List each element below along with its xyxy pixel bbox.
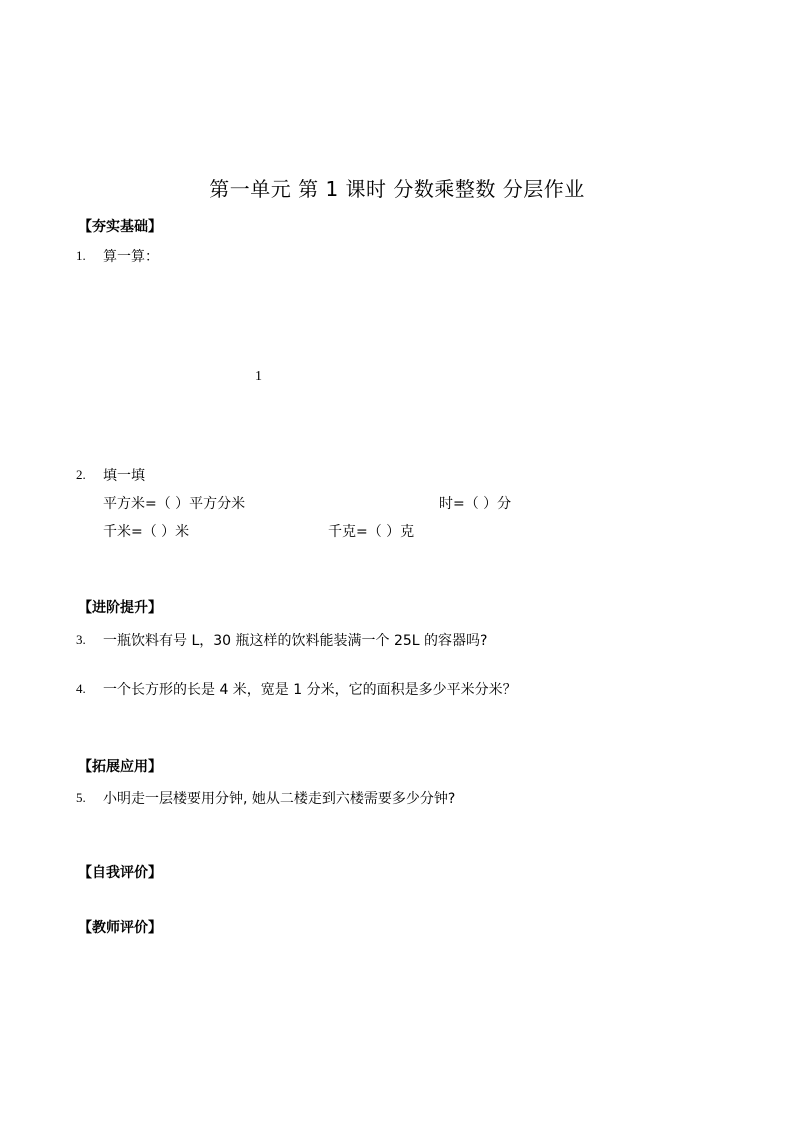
section-self-eval-heading: 【自我评价】: [78, 865, 162, 881]
question-5-text: 小明走一层楼要用分钟, 她从二楼走到六楼需要多少分钟?: [103, 791, 456, 807]
question-2-fill-area-to-dm2: 平方米=（ ）平方分米: [103, 496, 246, 512]
section-basic-heading: 【夯实基础】: [78, 219, 162, 235]
question-1-number: 1.: [76, 248, 86, 263]
page-title: 第一单元 第 1 课时 分数乘整数 分层作业: [209, 177, 585, 201]
question-3-number: 3.: [76, 632, 86, 647]
question-3-text: 一瓶饮料有号 L，30 瓶这样的饮料能装满一个 25L 的容器吗?: [103, 633, 488, 649]
question-1-stray-number: 1: [255, 369, 262, 384]
question-2-text: 填一填: [103, 468, 145, 484]
question-4-text: 一个长方形的长是 4 米，宽是 1 分米，它的面积是多少平米分米？: [103, 682, 517, 698]
section-teacher-eval-heading: 【教师评价】: [78, 920, 162, 936]
section-extend-heading: 【拓展应用】: [78, 759, 162, 775]
question-2-fill-kg-to-g: 千克=（ ）克: [328, 524, 415, 540]
question-5-number: 5.: [76, 790, 86, 805]
question-2-fill-hour-to-min: 时=（ ）分: [439, 496, 512, 512]
question-1-text: 算一算：: [103, 249, 159, 265]
question-2-number: 2.: [76, 467, 86, 482]
section-advanced-heading: 【进阶提升】: [78, 600, 162, 616]
question-4-number: 4.: [76, 681, 86, 696]
question-2-fill-km-to-m: 千米=（ ）米: [103, 524, 190, 540]
